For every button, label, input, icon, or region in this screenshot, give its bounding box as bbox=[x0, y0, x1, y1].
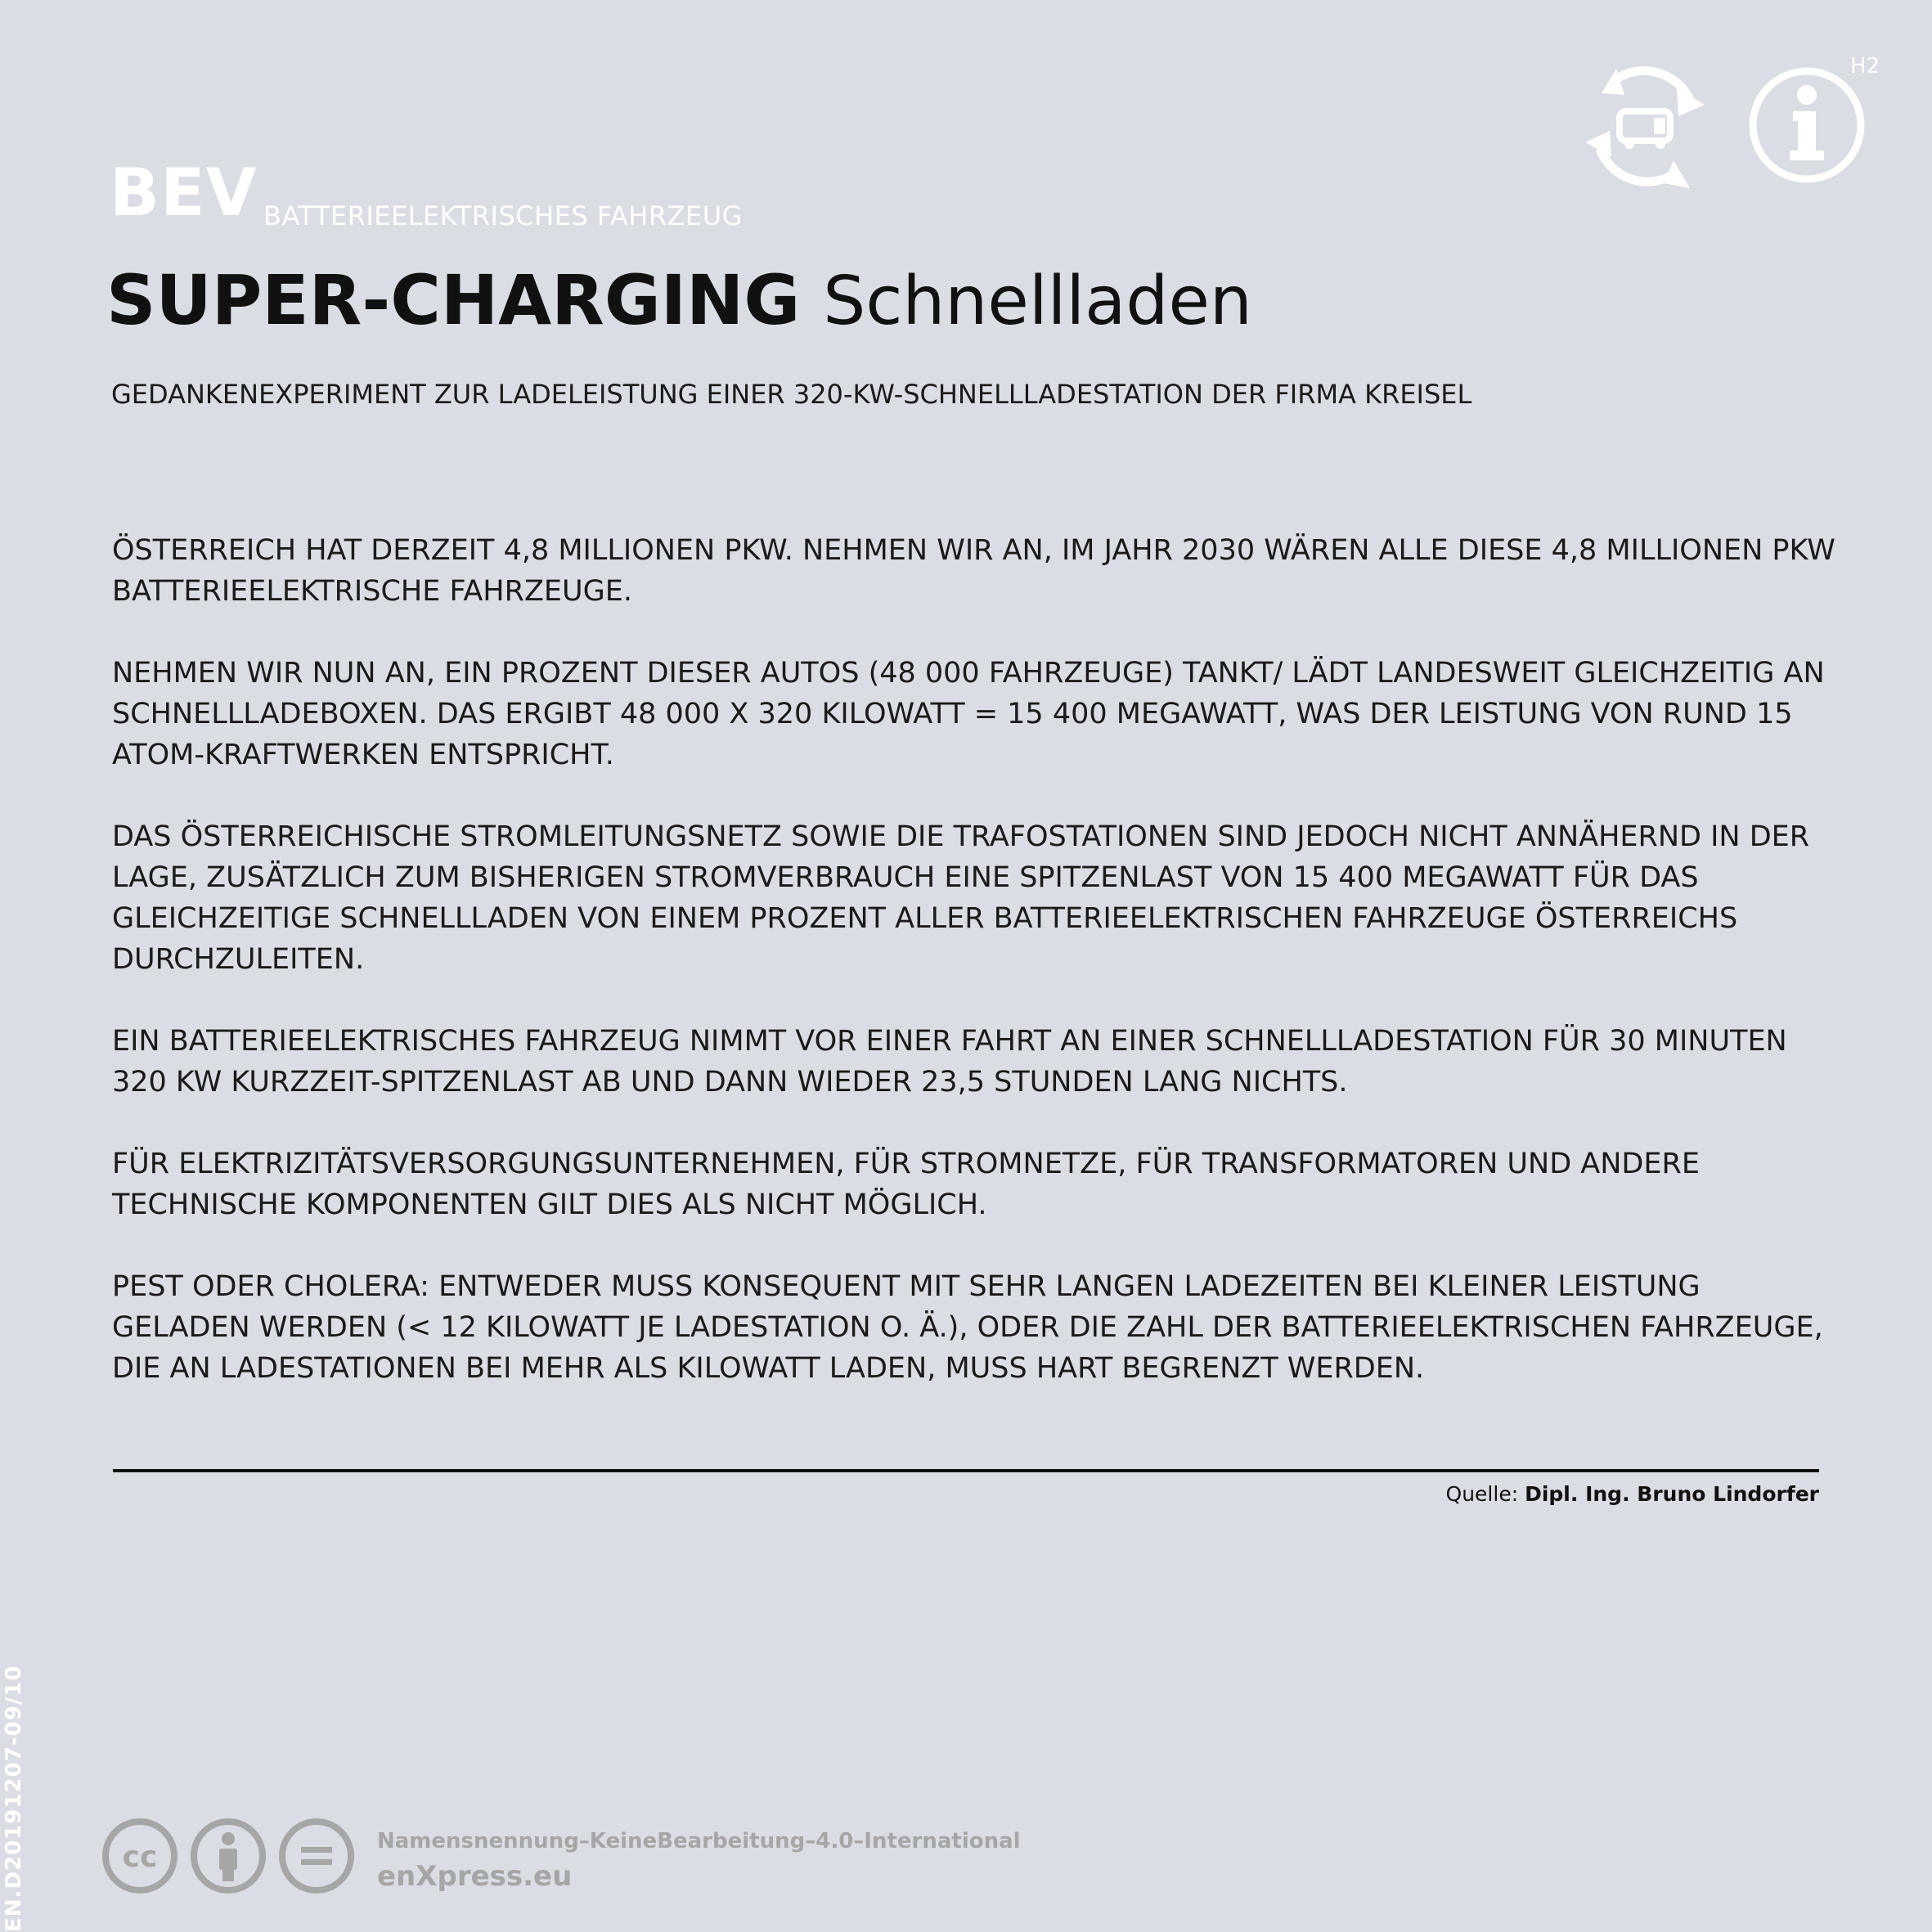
title-regular: Schnellladen bbox=[823, 263, 1252, 340]
source-label: Quelle: bbox=[1445, 1482, 1519, 1506]
license-text: Namensnennung–KeineBearbeitung–4.0–International bbox=[377, 1829, 1021, 1853]
info-label: H2 bbox=[1850, 54, 1880, 79]
license-icons bbox=[101, 1817, 366, 1894]
paragraph: PEST ODER CHOLERA: ENTWEDER MUSS KONSEQUENT MIT SEHR LANGEN LADEZEITEN BEI KLEINER LEISTUNG GELADEN WERDEN (< 12 KILOWATT JE LADESTATION O. Ä.), ODER DIE ZAHL DER BATTERIEELEKTRISCHEN FAHRZEUGE, DIE AN LADESTATIONEN BEI MEHR ALS KILOWATT LADEN, MUSS HART BEGRENZT WERDEN. bbox=[112, 1270, 1823, 1385]
source-credit bbox=[1446, 1482, 1819, 1506]
nd-icon bbox=[278, 1817, 355, 1894]
site-link[interactable]: enXpress.eu bbox=[377, 1860, 573, 1893]
title-bold: SUPER-CHARGING bbox=[106, 260, 801, 340]
source-author: Dipl. Ing. Bruno Lindorfer bbox=[1525, 1482, 1819, 1506]
svg-text:cc: cc bbox=[122, 1840, 158, 1874]
body-text bbox=[112, 530, 1838, 1430]
paragraph: DAS ÖSTERREICHISCHE STROMLEITUNGSNETZ SOWIE DIE TRAFOSTATIONEN SIND JEDOCH NICHT ANNÄHERND IN DER LAGE, ZUSÄTZLICH ZUM BISHERIGEN STROMVERBRAUCH EINE SPITZENLAST VON 15 400 MEGAWATT FÜR DAS GLEICHZEITIGE SCHNELLLADEN VON EINEM PROZENT ALLER BATTERIEELEKTRISCHEN FAHRZEUGE ÖSTERREICHS DURCHZULEITEN. bbox=[112, 820, 1810, 976]
car-cycle-icon bbox=[1567, 51, 1723, 206]
paragraph: EIN BATTERIEELEKTRISCHES FAHRZEUG NIMMT VOR EINER FAHRT AN EINER SCHNELLLADESTATION FÜR 30 MINUTEN 320 KW KURZZEIT-SPITZENLAST AB UND DANN WIEDER 23,5 STUNDEN LANG NICHTS. bbox=[112, 1025, 1787, 1099]
paragraph: ÖSTERREICH HAT DERZEIT 4,8 MILLIONEN PKW. NEHMEN WIR AN, IM JAHR 2030 WÄREN ALLE DIESE 4,8 MILLIONEN PKW BATTERIEELEKTRISCHE FAHRZEUGE. bbox=[112, 534, 1835, 608]
info-icon bbox=[1747, 65, 1867, 185]
abbreviation: BEV bbox=[110, 155, 258, 231]
by-icon bbox=[190, 1817, 267, 1894]
subtitle: GEDANKENEXPERIMENT ZUR LADELEISTUNG EINER 320-KW-SCHNELLLADESTATION DER FIRMA KREISEL bbox=[111, 379, 1472, 410]
divider bbox=[113, 1469, 1819, 1472]
page-title bbox=[106, 260, 1252, 340]
paragraph: FÜR ELEKTRIZITÄTSVERSORGUNGSUNTERNEHMEN, FÜR STROMNETZE, FÜR TRANSFORMATOREN UND ANDERE TECHNISCHE KOMPONENTEN GILT DIES ALS NICHT MÖGLICH. bbox=[112, 1148, 1700, 1221]
paragraph: NEHMEN WIR NUN AN, EIN PROZENT DIESER AUTOS (48 000 FAHRZEUGE) TANKT/ LÄDT LANDESWEIT GLEICHZEITIG AN SCHNELLLADEBOXEN. DAS ERGIBT 48 000 X 320 KILOWATT = 15 400 MEGAWATT, WAS DER LEISTUNG VON RUND 15 ATOM-KRAFTWERKEN ENTSPRICHT. bbox=[112, 657, 1825, 771]
document-id: EN.D20191207-09/10 bbox=[2, 1665, 26, 1932]
cc-icon bbox=[101, 1817, 178, 1894]
abbreviation-full: BATTERIEELEKTRISCHES FAHRZEUG bbox=[263, 200, 743, 231]
